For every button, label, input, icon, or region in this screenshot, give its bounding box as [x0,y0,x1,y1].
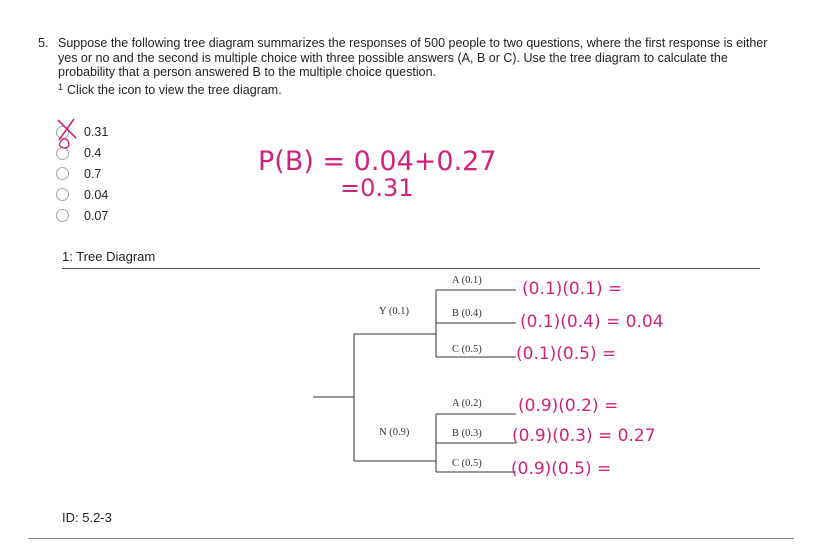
footer-divider [28,538,794,539]
no-c-label: C (0.5) [452,458,482,469]
option-label: 0.4 [84,146,102,161]
note-superscript: 1 [58,82,64,92]
handwritten-calc: (0.9)(0.5) = [511,459,612,479]
handwritten-calc: (0.9)(0.2) = [518,396,619,416]
note-text: Click the icon to view the tree diagram. [67,83,282,97]
handwritten-calc: (0.9)(0.3) = 0.27 [512,426,656,446]
option-label: 0.07 [84,208,109,223]
option-label: 0.7 [84,166,102,181]
question-number: 5. [38,36,49,50]
option-label: 0.04 [84,187,109,202]
no-a-label: A (0.2) [452,398,482,409]
yes-a-label: A (0.1) [452,275,482,286]
yes-c-label: C (0.5) [452,344,482,355]
no-b-label: B (0.3) [452,428,482,439]
tree-diagram-title: 1: Tree Diagram [62,249,156,264]
handwritten-calc: (0.1)(0.1) = [522,279,623,299]
handwritten-calc: (0.1)(0.5) = [516,344,617,364]
option-label: 0.31 [84,125,109,140]
handwritten-work-line1: P(B) = 0.04+0.27 [258,146,497,177]
question-id: ID: 5.2-3 [62,510,112,525]
branch-yes-label: Y (0.1) [379,306,409,317]
question-text: Suppose the following tree diagram summarizes the responses of 500 people to two questions, where the first response is either yes or no and the second is multiple choice with three possible answers (A, B or C). Use the tree diagram to calculate the probability that a person answered B to the multiple choice question. [58,36,768,80]
branch-no-label: N (0.9) [379,427,410,438]
yes-b-label: B (0.4) [452,308,482,319]
handwritten-work-line2: =0.31 [340,174,414,202]
handwritten-calc: (0.1)(0.4) = 0.04 [520,312,664,332]
